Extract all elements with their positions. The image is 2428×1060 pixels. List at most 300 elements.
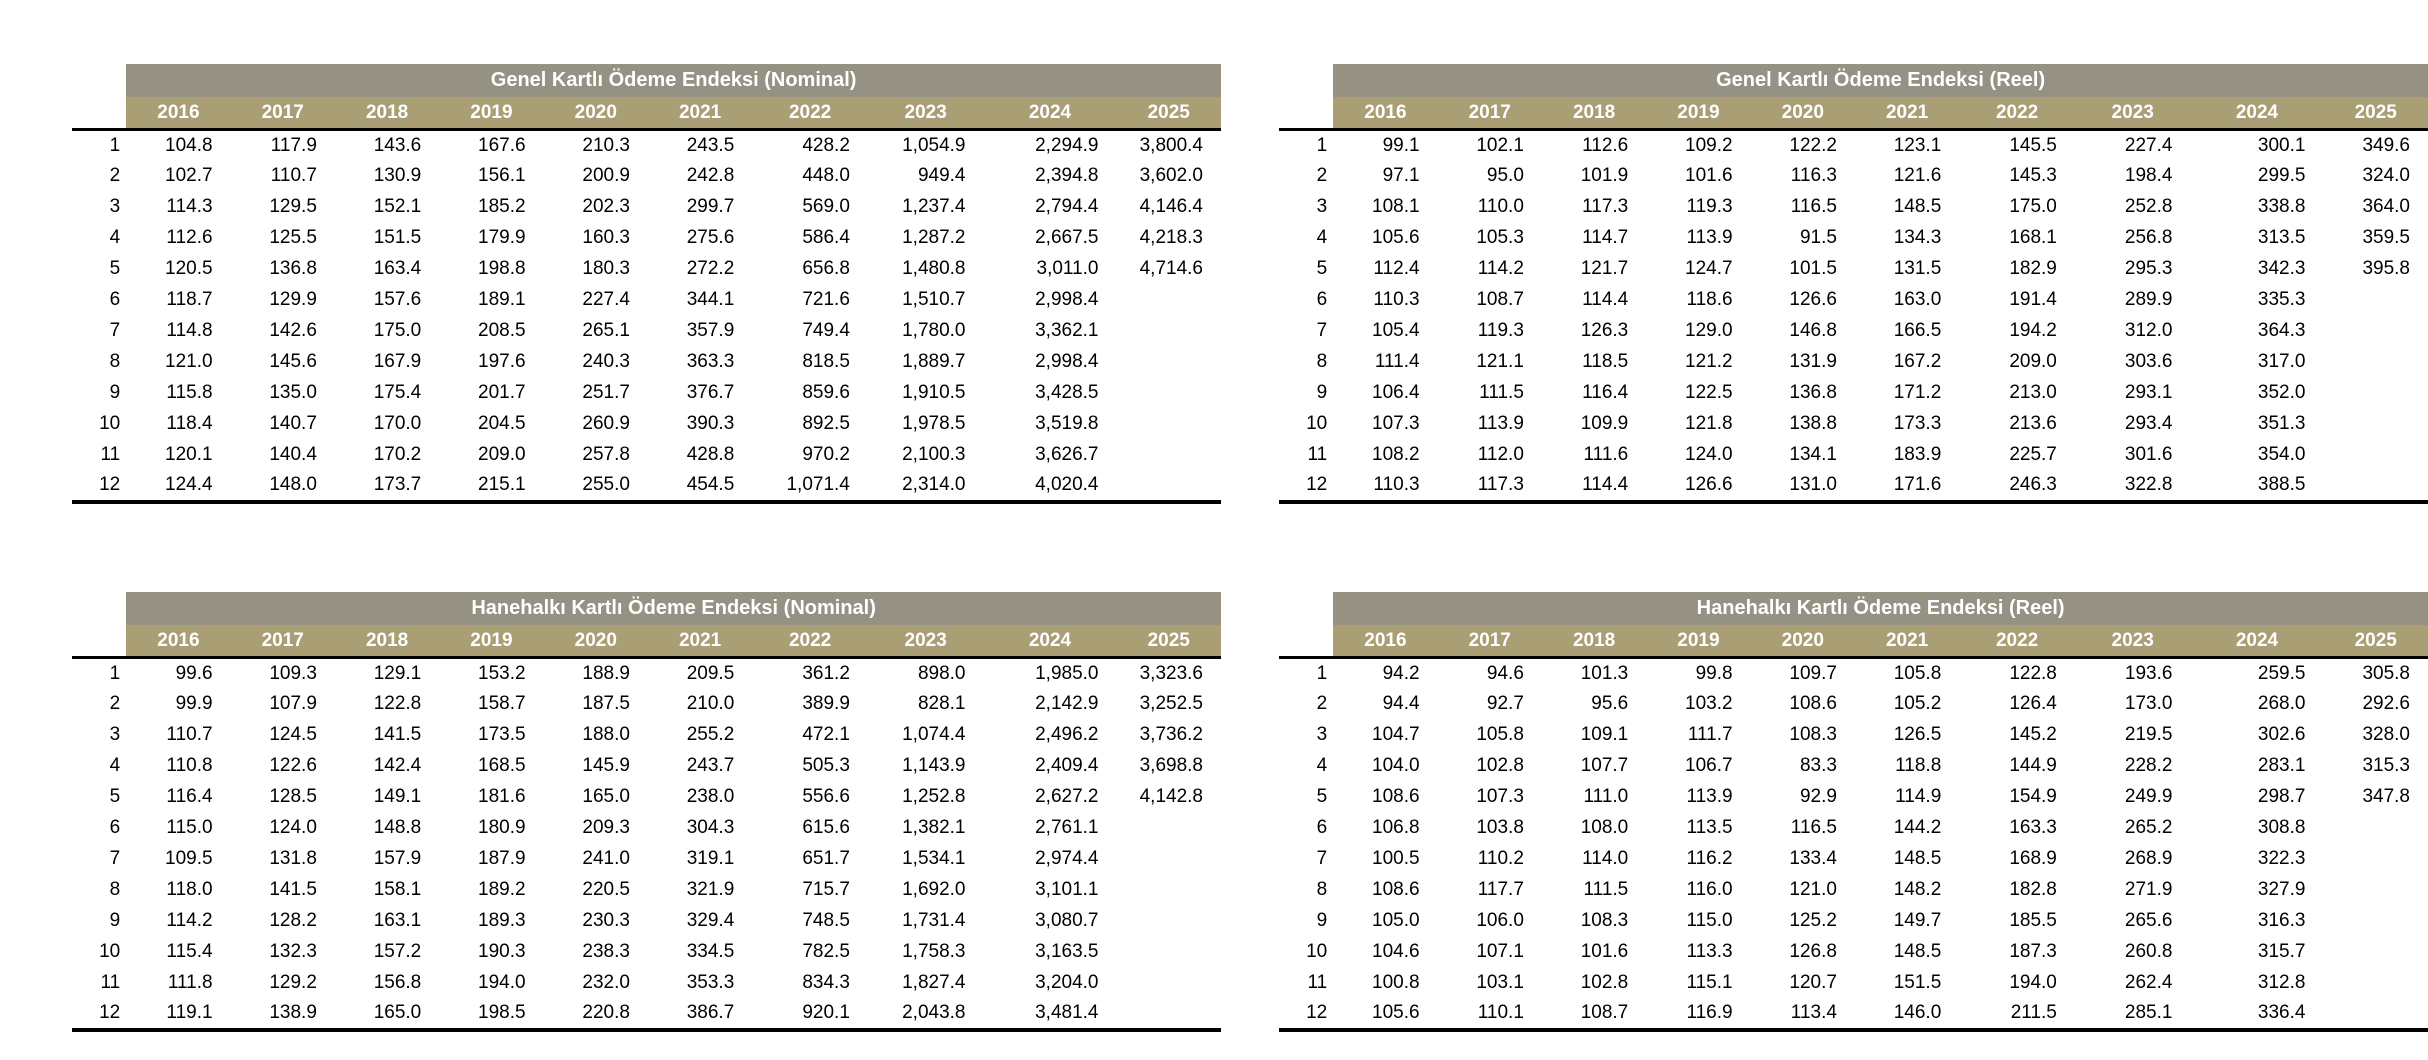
value-cell: 243.7	[686, 755, 735, 776]
value-cell: 268.0	[2257, 693, 2306, 714]
value-cell: 112.6	[1542, 130, 1646, 161]
value-cell: 107.3	[1372, 413, 1420, 434]
value-cell: 91.5	[1799, 227, 1837, 248]
value-cell: 114.0	[1582, 848, 1629, 869]
month-number: 5	[1316, 258, 1328, 279]
table-row	[72, 968, 1221, 999]
value-cell: 322.8	[2075, 471, 2191, 502]
value-cell: 183.9	[1893, 444, 1942, 465]
value-cell	[2323, 875, 2428, 906]
value-cell: 156.1	[478, 165, 526, 186]
value-cell: 1,910.5	[902, 382, 966, 403]
value-cell: 299.7	[686, 196, 735, 217]
value-cell: 83.3	[1799, 755, 1837, 776]
value-cell: 168.5	[478, 755, 526, 776]
value-cell: 97.1	[1382, 165, 1420, 186]
value-cell: 109.3	[231, 658, 335, 689]
value-cell: 105.2	[1893, 693, 1942, 714]
value-cell: 228.2	[2124, 755, 2173, 776]
value-cell: 131.5	[1893, 258, 1942, 279]
value-cell: 194.2	[2009, 320, 2057, 341]
table-row	[1279, 658, 2428, 689]
value-cell: 105.0	[1372, 910, 1420, 931]
value-cell: 124.0	[269, 817, 317, 838]
header-blank-cell	[72, 97, 126, 130]
value-cell: 168.9	[2009, 848, 2057, 869]
value-cell: 3,602.0	[1139, 165, 1203, 186]
value-cell: 3,101.1	[1035, 879, 1099, 900]
value-cell	[2323, 906, 2428, 937]
value-cell	[1117, 316, 1222, 347]
value-cell: 2,794.4	[1035, 196, 1099, 217]
value-cell: 262.4	[2124, 972, 2173, 993]
value-cell: 209.0	[478, 444, 526, 465]
index-table	[1279, 592, 2428, 1032]
value-cell: 317.0	[2257, 351, 2306, 372]
value-cell: 149.1	[373, 786, 422, 807]
value-cell: 109.7	[1751, 658, 1855, 689]
month-number: 8	[109, 879, 121, 900]
month-number: 1	[72, 658, 126, 689]
value-cell: 107.7	[1580, 755, 1629, 776]
value-cell: 189.2	[478, 879, 526, 900]
year-header: 2022	[752, 97, 868, 130]
value-cell: 94.2	[1333, 658, 1437, 689]
value-cell: 3,163.5	[1035, 941, 1099, 962]
value-cell: 2,100.3	[902, 444, 966, 465]
value-cell: 108.7	[1542, 999, 1646, 1030]
year-header: 2022	[1959, 97, 2075, 130]
value-cell: 99.1	[1333, 130, 1437, 161]
value-cell: 892.5	[802, 413, 850, 434]
value-cell: 2,496.2	[1035, 724, 1099, 745]
value-cell: 4,146.4	[1139, 196, 1203, 217]
value-cell	[2323, 440, 2428, 471]
value-cell: 148.8	[373, 817, 422, 838]
value-cell	[2323, 844, 2428, 875]
table-row	[72, 440, 1221, 471]
value-cell: 104.6	[1372, 941, 1420, 962]
value-cell: 3,626.7	[1035, 444, 1099, 465]
value-cell	[2323, 285, 2428, 316]
month-number: 1	[1279, 130, 1333, 161]
value-cell: 114.2	[1477, 258, 1524, 279]
table-row	[72, 130, 1221, 161]
header-blank-cell	[72, 625, 126, 658]
value-cell: 120.5	[165, 258, 213, 279]
value-cell: 109.5	[165, 848, 213, 869]
table-row	[72, 906, 1221, 937]
value-cell: 163.0	[1893, 289, 1942, 310]
value-cell: 920.1	[752, 999, 868, 1030]
value-cell: 108.0	[1580, 817, 1629, 838]
value-cell: 124.4	[126, 471, 230, 502]
header-blank-cell	[1279, 97, 1333, 130]
value-cell: 232.0	[582, 972, 630, 993]
value-cell: 300.1	[2190, 130, 2323, 161]
value-cell: 146.8	[1789, 320, 1837, 341]
table-row	[1279, 192, 2428, 223]
value-cell: 200.9	[582, 165, 630, 186]
value-cell: 153.2	[439, 658, 543, 689]
value-cell: 3,481.4	[984, 999, 1117, 1030]
value-cell	[2323, 968, 2428, 999]
value-cell: 140.4	[269, 444, 317, 465]
value-cell: 99.8	[1646, 658, 1750, 689]
value-cell: 1,978.5	[902, 413, 966, 434]
value-cell	[1117, 906, 1222, 937]
month-number: 4	[109, 755, 121, 776]
value-cell: 782.5	[802, 941, 850, 962]
year-header: 2024	[984, 625, 1117, 658]
value-cell: 180.3	[582, 258, 630, 279]
value-cell: 170.0	[373, 413, 422, 434]
value-cell: 145.9	[582, 755, 630, 776]
value-cell: 111.6	[1583, 444, 1629, 465]
value-cell: 249.9	[2124, 786, 2173, 807]
value-cell: 149.7	[1893, 910, 1942, 931]
table-row	[72, 471, 1221, 502]
value-cell: 173.7	[335, 471, 439, 502]
value-cell: 187.9	[478, 848, 526, 869]
value-cell: 220.5	[582, 879, 630, 900]
value-cell: 211.5	[1959, 999, 2075, 1030]
value-cell: 167.6	[439, 130, 543, 161]
value-cell: 352.0	[2257, 382, 2306, 403]
value-cell: 108.1	[1372, 196, 1420, 217]
value-cell: 2,667.5	[1035, 227, 1099, 248]
value-cell: 230.3	[582, 910, 630, 931]
month-number: 2	[109, 165, 121, 186]
value-cell: 209.5	[648, 658, 752, 689]
year-header: 2023	[2075, 97, 2191, 130]
table-row	[1279, 130, 2428, 161]
index-table	[72, 64, 1221, 504]
value-cell: 1,731.4	[902, 910, 966, 931]
value-cell: 859.6	[802, 382, 850, 403]
value-cell: 102.1	[1438, 130, 1542, 161]
value-cell: 100.5	[1372, 848, 1420, 869]
value-cell: 121.7	[1580, 258, 1629, 279]
value-cell: 123.1	[1855, 130, 1959, 161]
value-cell: 118.6	[1686, 289, 1733, 310]
year-header: 2019	[439, 97, 543, 130]
value-cell: 359.5	[2362, 227, 2410, 248]
value-cell: 615.6	[802, 817, 850, 838]
value-cell: 145.2	[2009, 724, 2057, 745]
value-cell: 105.6	[1372, 227, 1420, 248]
month-number: 9	[1316, 910, 1328, 931]
value-cell: 121.2	[1685, 351, 1733, 372]
month-number: 11	[100, 444, 121, 465]
value-cell: 213.0	[2009, 382, 2057, 403]
value-cell	[1117, 875, 1222, 906]
value-cell: 3,519.8	[1035, 413, 1099, 434]
value-cell: 448.0	[802, 165, 850, 186]
value-cell: 2,998.4	[1035, 351, 1099, 372]
value-cell: 102.8	[1580, 972, 1629, 993]
value-cell: 2,043.8	[868, 999, 984, 1030]
month-number: 8	[1316, 351, 1328, 372]
value-cell: 107.9	[269, 693, 317, 714]
value-cell: 4,142.8	[1139, 786, 1203, 807]
value-cell: 121.0	[165, 351, 213, 372]
value-cell: 108.3	[1789, 724, 1837, 745]
table-row	[72, 782, 1221, 813]
month-number: 10	[1306, 941, 1328, 962]
value-cell: 257.8	[582, 444, 630, 465]
year-header: 2018	[1542, 97, 1646, 130]
year-header: 2021	[648, 97, 752, 130]
value-cell: 243.5	[648, 130, 752, 161]
value-cell: 315.7	[2257, 941, 2306, 962]
value-cell: 167.9	[373, 351, 422, 372]
value-cell: 104.7	[1372, 724, 1420, 745]
value-cell: 324.0	[2362, 165, 2410, 186]
header-blank-cell	[1279, 592, 1333, 625]
value-cell: 209.3	[582, 817, 630, 838]
value-cell: 108.6	[1789, 693, 1837, 714]
month-number: 6	[1316, 817, 1328, 838]
value-cell: 283.1	[2257, 755, 2306, 776]
value-cell: 109.1	[1580, 724, 1629, 745]
value-cell: 118.5	[1582, 351, 1629, 372]
value-cell: 256.8	[2124, 227, 2173, 248]
value-cell: 4,714.6	[1139, 258, 1203, 279]
value-cell: 715.7	[802, 879, 850, 900]
value-cell: 103.2	[1685, 693, 1733, 714]
table-row	[72, 347, 1221, 378]
value-cell: 219.5	[2124, 724, 2173, 745]
year-header: 2019	[439, 625, 543, 658]
table-row	[72, 875, 1221, 906]
value-cell: 2,761.1	[1035, 817, 1099, 838]
value-cell: 319.1	[686, 848, 735, 869]
value-cell: 293.4	[2124, 413, 2173, 434]
month-number: 6	[109, 289, 121, 310]
value-cell: 101.5	[1789, 258, 1837, 279]
value-cell: 107.1	[1476, 941, 1524, 962]
value-cell: 246.3	[1959, 471, 2075, 502]
value-cell: 117.3	[1582, 196, 1629, 217]
value-cell: 898.0	[868, 658, 984, 689]
value-cell: 289.9	[2124, 289, 2173, 310]
table-row	[1279, 378, 2428, 409]
value-cell: 106.0	[1476, 910, 1524, 931]
value-cell: 95.0	[1486, 165, 1524, 186]
value-cell: 140.7	[269, 413, 317, 434]
value-cell: 118.0	[166, 879, 213, 900]
value-cell: 118.7	[166, 289, 213, 310]
table-row	[1279, 440, 2428, 471]
value-cell: 156.8	[373, 972, 422, 993]
value-cell: 376.7	[686, 382, 735, 403]
value-cell: 142.6	[269, 320, 317, 341]
header-blank-cell	[72, 64, 126, 97]
year-header: 2017	[1438, 625, 1542, 658]
value-cell: 116.0	[1686, 879, 1733, 900]
value-cell: 259.5	[2190, 658, 2323, 689]
value-cell: 1,985.0	[984, 658, 1117, 689]
value-cell: 241.0	[582, 848, 630, 869]
value-cell: 131.8	[269, 848, 317, 869]
value-cell: 151.5	[1893, 972, 1942, 993]
value-cell: 1,758.3	[902, 941, 966, 962]
value-cell: 133.4	[1789, 848, 1837, 869]
index-table	[1279, 64, 2428, 504]
value-cell: 138.8	[1789, 413, 1837, 434]
value-cell: 208.5	[478, 320, 526, 341]
value-cell: 122.8	[373, 693, 422, 714]
value-cell: 108.6	[1372, 879, 1420, 900]
year-header: 2021	[648, 625, 752, 658]
year-header: 2018	[1542, 625, 1646, 658]
value-cell: 171.2	[1893, 382, 1942, 403]
value-cell	[2323, 316, 2428, 347]
value-cell: 328.0	[2362, 724, 2410, 745]
value-cell: 136.8	[1789, 382, 1837, 403]
month-number: 2	[1316, 165, 1328, 186]
value-cell: 308.8	[2257, 817, 2306, 838]
month-number: 9	[1316, 382, 1328, 403]
value-cell: 173.0	[2124, 693, 2173, 714]
value-cell: 167.2	[1893, 351, 1942, 372]
year-header: 2018	[335, 625, 439, 658]
value-cell: 122.2	[1751, 130, 1855, 161]
value-cell: 1,054.9	[868, 130, 984, 161]
value-cell: 154.9	[2009, 786, 2057, 807]
value-cell: 105.4	[1372, 320, 1420, 341]
table-row	[1279, 223, 2428, 254]
value-cell: 227.4	[582, 289, 630, 310]
value-cell: 115.0	[1686, 910, 1733, 931]
value-cell: 349.6	[2323, 130, 2428, 161]
year-header: 2017	[231, 97, 335, 130]
value-cell: 103.8	[1476, 817, 1524, 838]
value-cell: 125.2	[1789, 910, 1837, 931]
value-cell: 108.2	[1372, 444, 1420, 465]
table-row	[72, 192, 1221, 223]
value-cell: 151.5	[373, 227, 422, 248]
value-cell: 179.9	[478, 227, 526, 248]
value-cell: 201.7	[478, 382, 526, 403]
value-cell: 1,237.4	[902, 196, 966, 217]
value-cell: 158.7	[478, 693, 526, 714]
year-header: 2019	[1646, 97, 1750, 130]
value-cell: 121.8	[1685, 413, 1733, 434]
value-cell: 114.9	[1895, 786, 1942, 807]
value-cell: 271.9	[2124, 879, 2173, 900]
value-cell: 454.5	[648, 471, 752, 502]
value-cell: 136.8	[269, 258, 317, 279]
table-row	[72, 689, 1221, 720]
value-cell: 120.7	[1789, 972, 1837, 993]
value-cell: 112.4	[1373, 258, 1420, 279]
table-row	[72, 720, 1221, 751]
index-table	[72, 592, 1221, 1032]
value-cell: 295.3	[2124, 258, 2173, 279]
year-header: 2020	[1751, 625, 1855, 658]
value-cell: 113.9	[1477, 413, 1524, 434]
year-header: 2019	[1646, 625, 1750, 658]
value-cell	[2323, 813, 2428, 844]
value-cell: 110.8	[166, 755, 213, 776]
value-cell: 117.3	[1438, 471, 1542, 502]
value-cell: 129.5	[269, 196, 317, 217]
value-cell: 353.3	[686, 972, 735, 993]
table-row	[72, 937, 1221, 968]
value-cell: 105.6	[1333, 999, 1437, 1030]
year-header: 2020	[544, 625, 648, 658]
value-cell: 126.6	[1789, 289, 1837, 310]
value-cell: 113.4	[1751, 999, 1855, 1030]
year-header: 2023	[2075, 625, 2191, 658]
value-cell: 144.9	[2009, 755, 2057, 776]
table-row	[1279, 782, 2428, 813]
month-number: 10	[99, 413, 121, 434]
value-cell: 124.5	[269, 724, 317, 745]
value-cell: 129.9	[269, 289, 317, 310]
value-cell: 3,800.4	[1117, 130, 1222, 161]
value-cell: 107.3	[1476, 786, 1524, 807]
value-cell: 656.8	[802, 258, 850, 279]
value-cell: 1,480.8	[902, 258, 966, 279]
year-header: 2020	[544, 97, 648, 130]
value-cell: 260.9	[582, 413, 630, 434]
month-number: 4	[1316, 227, 1328, 248]
value-cell: 190.3	[478, 941, 526, 962]
value-cell: 112.0	[1477, 444, 1524, 465]
value-cell: 316.3	[2257, 910, 2306, 931]
value-cell: 390.3	[686, 413, 735, 434]
value-cell: 268.9	[2124, 848, 2173, 869]
value-cell: 101.9	[1580, 165, 1629, 186]
value-cell: 556.6	[802, 786, 850, 807]
value-cell: 351.3	[2257, 413, 2306, 434]
value-cell: 138.9	[231, 999, 335, 1030]
value-cell: 202.3	[582, 196, 630, 217]
value-cell: 386.7	[648, 999, 752, 1030]
value-cell: 113.9	[1686, 786, 1733, 807]
value-cell: 818.5	[802, 351, 850, 372]
value-cell: 180.9	[478, 817, 526, 838]
value-cell: 108.3	[1580, 910, 1629, 931]
year-header: 2025	[2323, 625, 2428, 658]
table-row	[1279, 937, 2428, 968]
value-cell: 134.3	[1893, 227, 1942, 248]
value-cell: 99.6	[126, 658, 230, 689]
value-cell: 198.8	[478, 258, 526, 279]
value-cell: 3,698.8	[1139, 755, 1203, 776]
value-cell: 388.5	[2190, 471, 2323, 502]
value-cell: 128.2	[269, 910, 317, 931]
value-cell	[1117, 409, 1222, 440]
value-cell: 141.5	[269, 879, 317, 900]
value-cell	[1117, 440, 1222, 471]
value-cell: 119.3	[1477, 320, 1524, 341]
value-cell: 1,143.9	[902, 755, 966, 776]
value-cell	[2323, 409, 2428, 440]
value-cell: 198.4	[2124, 165, 2173, 186]
value-cell: 301.6	[2124, 444, 2173, 465]
value-cell: 131.0	[1751, 471, 1855, 502]
value-cell: 118.4	[166, 413, 213, 434]
value-cell: 1,252.8	[902, 786, 966, 807]
year-header: 2025	[1117, 625, 1222, 658]
value-cell	[2323, 378, 2428, 409]
value-cell: 299.5	[2257, 165, 2306, 186]
value-cell: 2,998.4	[1035, 289, 1099, 310]
